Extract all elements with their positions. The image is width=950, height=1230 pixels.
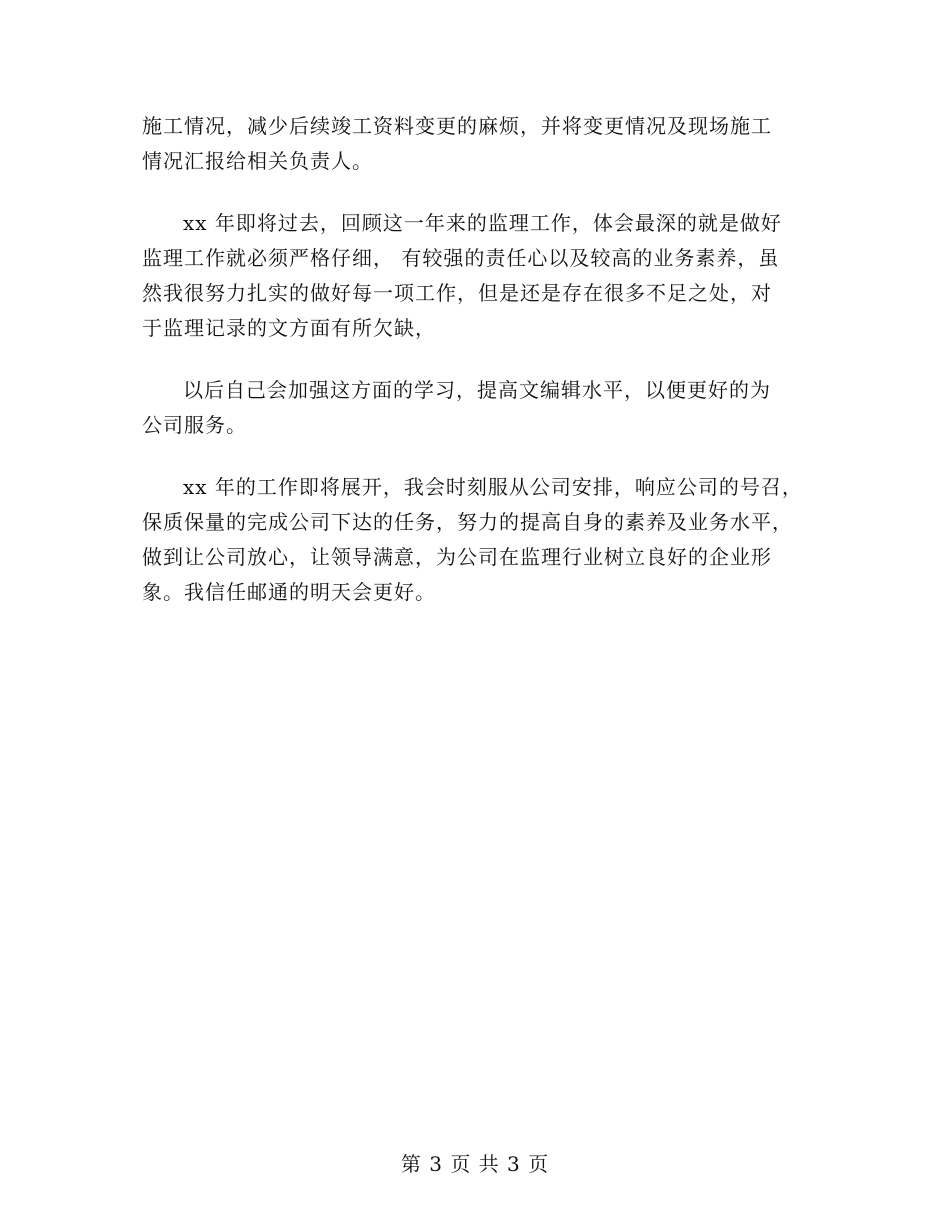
- paragraph-4: [142, 470, 812, 610]
- paragraph-line: 做到让公司放心，让领导满意，为公司在监理行业树立良好的企业形: [142, 545, 772, 569]
- paragraph-2: [142, 206, 812, 346]
- paragraph-line: 监理工作就必须严格仔细， 有较强的责任心以及较高的业务素养，虽: [142, 246, 780, 270]
- paragraph-line: 情况汇报给相关负责人。: [142, 149, 373, 173]
- paragraph-1: [142, 109, 812, 179]
- paragraph-line: xx 年的工作即将展开，我会时刻服从公司安排，响应公司的号召，: [183, 475, 803, 499]
- page-number-label: 第 3 页 共 3 页: [400, 1152, 550, 1176]
- page-footer: [0, 1150, 950, 1178]
- paragraph-line: 施工情况，减少后续竣工资料变更的麻烦，并将变更情况及现场施工: [142, 114, 772, 138]
- paragraph-line: 象。我信任邮通的明天会更好。: [142, 580, 436, 604]
- paragraph-line: 公司服务。: [142, 413, 247, 437]
- paragraph-line: xx 年即将过去，回顾这一年来的监理工作，体会最深的就是做好: [183, 211, 782, 235]
- paragraph-line: 于监理记录的文方面有所欠缺，: [142, 316, 436, 340]
- document-body: [142, 109, 812, 636]
- paragraph-line: 以后自己会加强这方面的学习，提高文编辑水平，以便更好的为: [183, 378, 771, 402]
- paragraph-line: 保质保量的完成公司下达的任务，努力的提高自身的素养及业务水平，: [142, 510, 793, 534]
- paragraph-3: [142, 373, 812, 443]
- paragraph-line: 然我很努力扎实的做好每一项工作，但是还是存在很多不足之处，对: [142, 281, 772, 305]
